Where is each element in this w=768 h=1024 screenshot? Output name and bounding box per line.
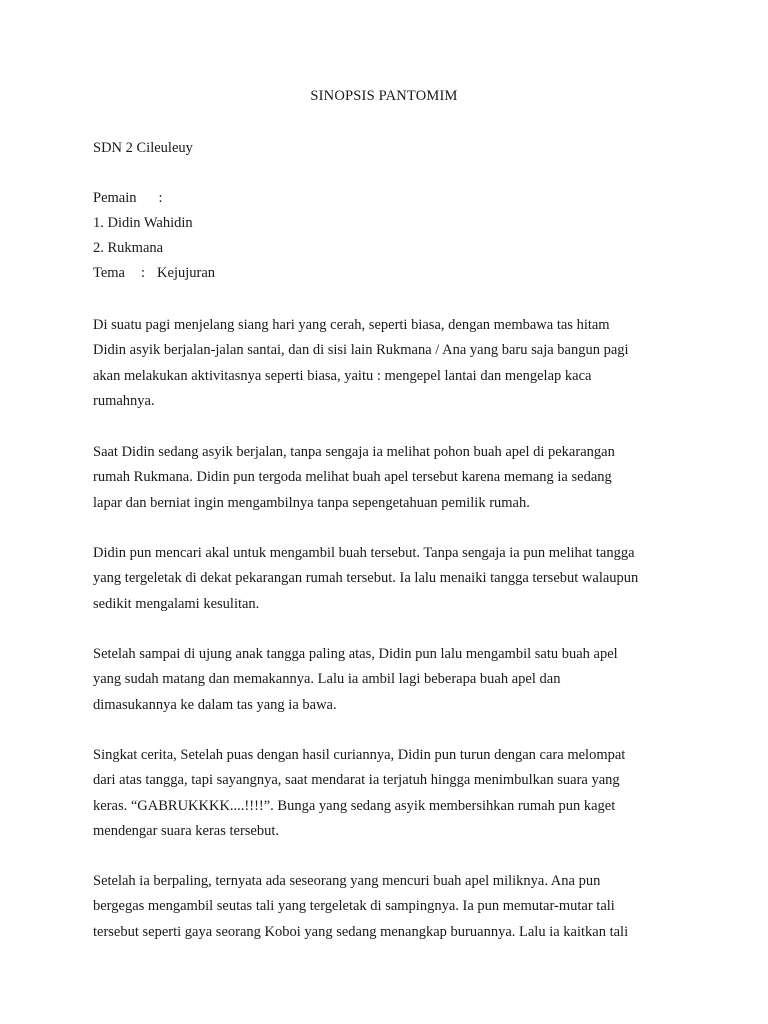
paragraph-1 <box>93 313 693 414</box>
pemain-row <box>93 189 163 207</box>
paragraph-line: lapar dan berniat ingin mengambilnya tanpa sepengetahuan pemilik rumah. <box>93 494 530 511</box>
paragraph-3 <box>93 541 693 617</box>
paragraph-line: Saat Didin sedang asyik berjalan, tanpa sengaja ia melihat pohon buah apel di pekarangan <box>93 444 615 460</box>
paragraph-line: bergegas mengambil seutas tali yang tergeletak di sampingnya. Ia pun memutar-mutar tali <box>93 898 615 915</box>
pemain-label: Pemain <box>93 190 137 206</box>
pemain-colon: : <box>158 190 163 206</box>
paragraph-line: Didin asyik berjalan-jalan santai, dan di sisi lain Rukmana / Ana yang baru saja bangun pagi <box>93 342 629 359</box>
paragraph-2 <box>93 440 693 516</box>
tema-row <box>93 264 215 282</box>
paragraph-line: akan melakukan aktivitasnya seperti biasa, yaitu : mengepel lantai dan mengelap kaca <box>93 367 592 384</box>
paragraph-line: keras. “GABRUKKKK....!!!!”. Bunga yang sedang asyik membersihkan rumah pun kaget <box>93 797 616 814</box>
paragraph-line: rumah Rukmana. Didin pun tergoda melihat buah apel tersebut karena memang ia sedang <box>93 469 612 486</box>
paragraph-line: Di suatu pagi menjelang siang hari yang cerah, seperti biasa, dengan membawa tas hitam <box>93 317 610 333</box>
paragraph-line: dimasukannya ke dalam tas yang ia bawa. <box>93 696 337 713</box>
paragraph-line: tersebut seperti gaya seorang Koboi yang sedang menangkap buruannya. Lalu ia kaitkan tali <box>93 923 629 940</box>
paragraph-5 <box>93 743 693 844</box>
document-title: SINOPSIS PANTOMIM <box>310 88 458 104</box>
school-name: SDN 2 Cileuleuy <box>93 140 193 156</box>
paragraph-line: Setelah sampai di ujung anak tangga paling atas, Didin pun lalu mengambil satu buah apel <box>93 646 618 662</box>
paragraph-line: yang tergeletak di dekat pekarangan rumah tersebut. Ia lalu menaiki tangga tersebut walaupun <box>93 570 639 587</box>
tema-colon: : <box>141 265 146 281</box>
paragraph-line: yang sudah matang dan memakannya. Lalu ia ambil lagi beberapa buah apel dan <box>93 671 561 688</box>
paragraph-line: dari atas tangga, tapi sayangnya, saat mendarat ia terjatuh hingga menimbulkan suara yang <box>93 772 620 789</box>
player-2: 2. Rukmana <box>93 240 164 256</box>
tema-value: Kejujuran <box>157 265 216 281</box>
paragraph-line: rumahnya. <box>93 392 155 409</box>
paragraph-4 <box>93 642 693 718</box>
paragraph-line: mendengar suara keras tersebut. <box>93 822 280 839</box>
paragraph-line: Didin pun mencari akal untuk mengambil buah tersebut. Tanpa sengaja ia pun melihat tangga <box>93 545 635 561</box>
paragraph-line: sedikit mengalami kesulitan. <box>93 595 260 612</box>
tema-label: Tema <box>93 265 125 281</box>
paragraph-line: Singkat cerita, Setelah puas dengan hasil curiannya, Didin pun turun dengan cara melompat <box>93 747 626 763</box>
player-1: 1. Didin Wahidin <box>93 215 193 231</box>
paragraph-line: Setelah ia berpaling, ternyata ada seseorang yang mencuri buah apel miliknya. Ana pun <box>93 873 601 889</box>
paragraph-6 <box>93 869 693 945</box>
